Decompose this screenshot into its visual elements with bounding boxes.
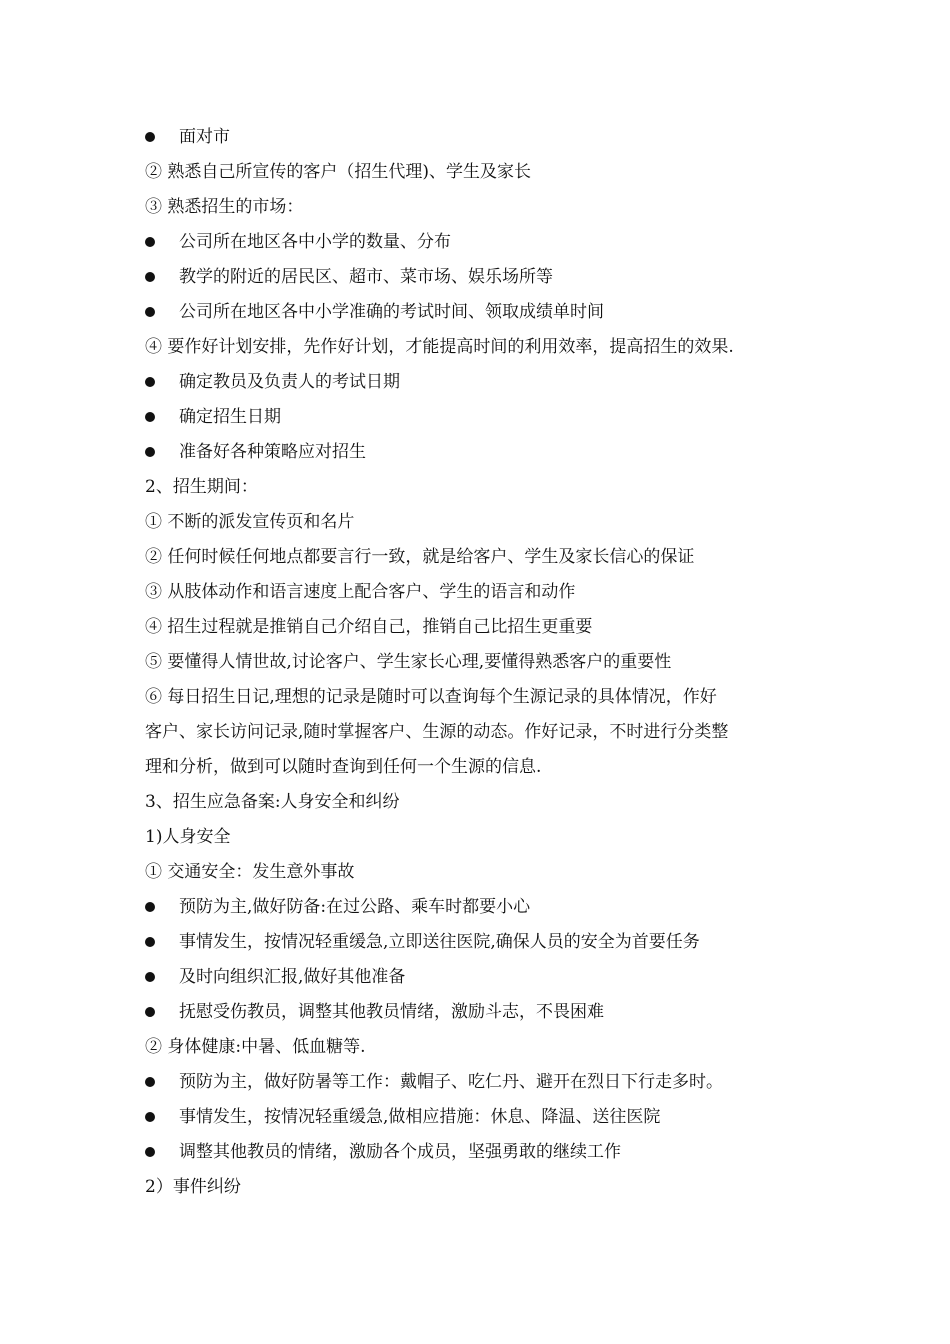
bullet-dot-icon bbox=[145, 132, 155, 142]
bullet-text: 教学的附近的居民区、超市、菜市场、娱乐场所等 bbox=[179, 267, 553, 287]
bullet-dot-icon bbox=[145, 1147, 155, 1157]
bullet-text: 准备好各种策略应对招生 bbox=[179, 442, 366, 462]
bullet-dot-icon bbox=[145, 272, 155, 282]
bullet-text: 抚慰受伤教员，调整其他教员情绪，激励斗志，不畏困难 bbox=[179, 1002, 604, 1022]
text-line: ③ 熟悉招生的市场： bbox=[145, 197, 304, 217]
text-line: 客户、家长访问记录,随时掌握客户、生源的动态。作好记录，不时进行分类整 bbox=[145, 722, 729, 742]
text-line: ② 熟悉自己所宣传的客户（招生代理)、学生及家长 bbox=[145, 162, 532, 182]
bullet-dot-icon bbox=[145, 937, 155, 947]
bullet-dot-icon bbox=[145, 237, 155, 247]
bullet-dot-icon bbox=[145, 1007, 155, 1017]
bullet-text: 预防为主，做好防暑等工作：戴帽子、吃仁丹、避开在烈日下行走多时。 bbox=[179, 1072, 723, 1092]
bullet-text: 面对市 bbox=[179, 127, 230, 147]
bullet-text: 调整其他教员的情绪，激励各个成员，坚强勇敢的继续工作 bbox=[179, 1142, 621, 1162]
bullet-text: 确定教员及负责人的考试日期 bbox=[179, 372, 400, 392]
text-line: ⑥ 每日招生日记,理想的记录是随时可以查询每个生源记录的具体情况，作好 bbox=[145, 687, 717, 707]
bullet-dot-icon bbox=[145, 377, 155, 387]
text-line: 2、招生期间： bbox=[145, 477, 258, 497]
text-line: ① 不断的派发宣传页和名片 bbox=[145, 512, 355, 532]
bullet-dot-icon bbox=[145, 972, 155, 982]
bullet-text: 确定招生日期 bbox=[179, 407, 281, 427]
bullet-dot-icon bbox=[145, 902, 155, 912]
bullet-text: 公司所在地区各中小学准确的考试时间、领取成绩单时间 bbox=[179, 302, 604, 322]
text-line: ④ 要作好计划安排，先作好计划，才能提高时间的利用效率，提高招生的效果. bbox=[145, 337, 734, 357]
text-line: ④ 招生过程就是推销自己介绍自己，推销自己比招生更重要 bbox=[145, 617, 593, 637]
text-line: ② 任何时候任何地点都要言行一致，就是给客户、学生及家长信心的保证 bbox=[145, 547, 695, 567]
text-line: 1)人身安全 bbox=[145, 827, 231, 847]
text-line: 2）事件纠纷 bbox=[145, 1177, 241, 1197]
text-line: 理和分析，做到可以随时查询到任何一个生源的信息. bbox=[145, 757, 542, 777]
bullet-text: 及时向组织汇报,做好其他准备 bbox=[179, 967, 406, 987]
bullet-text: 预防为主,做好防备:在过公路、乘车时都要小心 bbox=[179, 897, 531, 917]
text-line: ③ 从肢体动作和语言速度上配合客户、学生的语言和动作 bbox=[145, 582, 576, 602]
bullet-dot-icon bbox=[145, 1112, 155, 1122]
text-line: ① 交通安全：发生意外事故 bbox=[145, 862, 355, 882]
bullet-dot-icon bbox=[145, 447, 155, 457]
text-line: 3、招生应急备案:人身安全和纠纷 bbox=[145, 792, 400, 812]
bullet-dot-icon bbox=[145, 307, 155, 317]
bullet-text: 公司所在地区各中小学的数量、分布 bbox=[179, 232, 451, 252]
bullet-dot-icon bbox=[145, 412, 155, 422]
bullet-dot-icon bbox=[145, 1077, 155, 1087]
text-line: ② 身体健康:中暑、低血糖等. bbox=[145, 1037, 366, 1057]
bullet-text: 事情发生，按情况轻重缓急,立即送往医院,确保人员的安全为首要任务 bbox=[179, 932, 700, 952]
text-line: ⑤ 要懂得人情世故,讨论客户、学生家长心理,要懂得熟悉客户的重要性 bbox=[145, 652, 672, 672]
bullet-text: 事情发生，按情况轻重缓急,做相应措施：休息、降温、送往医院 bbox=[179, 1107, 661, 1127]
